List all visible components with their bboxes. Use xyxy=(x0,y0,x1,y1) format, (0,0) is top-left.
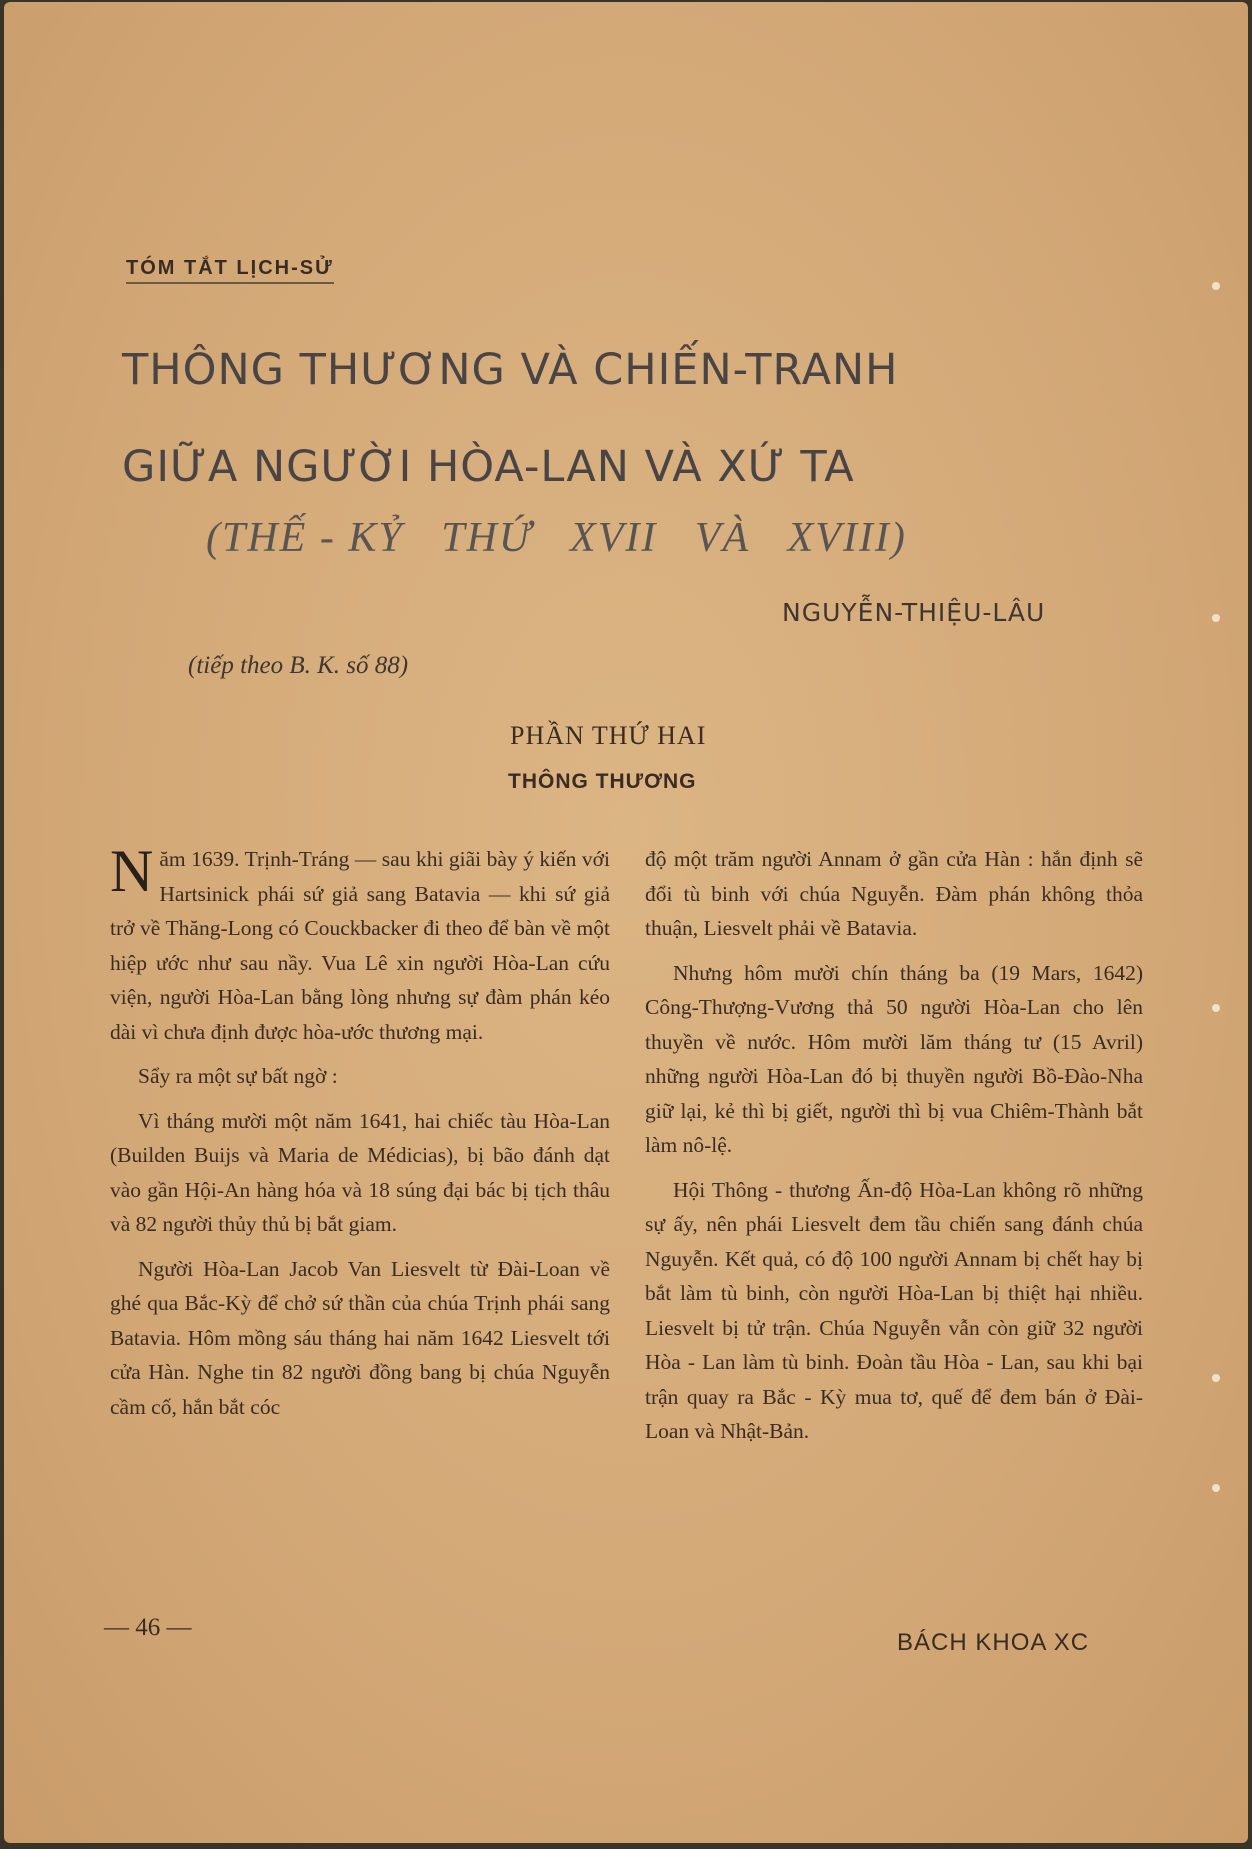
paragraph: Vì tháng mười một năm 1641, hai chiếc tàu Hòa-Lan (Builden Buijs và Maria de Médicias), bị bão đánh dạt vào gần Hội-An hàng hóa và 18 súng đại bác bị tịch thâu và 82 người thủy thủ bị bắt giam. xyxy=(110,1108,610,1236)
binding-hole xyxy=(1212,1484,1220,1492)
binding-hole xyxy=(1212,1374,1220,1382)
paragraph xyxy=(110,838,610,1049)
drop-cap: N xyxy=(110,838,154,904)
binding-hole xyxy=(1212,1004,1220,1012)
part-subheading: THÔNG THƯƠNG xyxy=(508,770,697,793)
part-heading: PHẦN THỨ HAI xyxy=(510,721,707,750)
author: NGUYỄN-THIỆU-LÂU xyxy=(782,598,1046,627)
article-title-line-2: GIỮA NGƯỜI HÒA-LAN VÀ XỨ TA xyxy=(122,442,855,492)
paragraph-text: ăm 1639. Trịnh-Tráng — sau khi giãi bày ý kiến với Hartsinick phái sứ giả sang Batavia — khi sứ giả trở về Thăng-Long có Couckbacker đi theo để bàn về một hiệp ước như sau nầy. Vua Lê xin người Hòa-Lan cứu viện, người Hòa-Lan bằng lòng nhưng sự đàm phán kéo dài vì chưa định được hòa-ước thương mại. xyxy=(110,847,610,1044)
document-page xyxy=(4,2,1248,1843)
paragraph: độ một trăm người Annam ở gần cửa Hàn : hắn định sẽ đổi tù binh với chúa Nguyễn. Đàm phán không thỏa thuận, Liesvelt phải về Batavia. xyxy=(645,847,1143,940)
journal-name: BÁCH KHOA XC xyxy=(897,1629,1090,1656)
paragraph: Sẩy ra một sự bất ngờ : xyxy=(138,1064,338,1088)
binding-hole xyxy=(1212,614,1220,622)
paragraph: Nhưng hôm mười chín tháng ba (19 Mars, 1642) Công-Thượng-Vương thả 50 người Hòa-Lan cho lên thuyền về nước. Hôm mười lăm tháng tư (15 Avril) những người Hòa-Lan đó bị thuyền người Bồ-Đào-Nha giữ lại, kẻ thì bị giết, người thì bị vua Chiêm-Thành bắt làm nô-lệ. xyxy=(645,960,1143,1157)
right-column xyxy=(645,842,1143,1459)
left-column xyxy=(110,838,610,1434)
page-number: — 46 — xyxy=(104,1614,192,1641)
paragraph: Hội Thông - thương Ấn-độ Hòa-Lan không rõ những sự ấy, nên phái Liesvelt đem tầu chiến sang đánh chúa Nguyễn. Kết quả, có độ 100 người Annam bị chết hay bị bắt làm tù binh, còn người Hòa-Lan bị thiệt hại nhiều. Liesvelt bị tử trận. Chúa Nguyễn vẫn còn giữ 32 người Hòa - Lan làm tù binh. Đoàn tầu Hòa - Lan, sau khi bại trận quay ra Bắc - Kỳ mua tơ, quế để đem bán ở Đài-Loan và Nhật-Bản. xyxy=(645,1177,1143,1443)
section-label: TÓM TẮT LỊCH-SỬ xyxy=(126,257,334,284)
binding-hole xyxy=(1212,282,1220,290)
paragraph: Người Hòa-Lan Jacob Van Liesvelt từ Đài-Loan về ghé qua Bắc-Kỳ để chở sứ thần của chúa Trịnh phái sang Batavia. Hôm mồng sáu tháng hai năm 1642 Liesvelt tới cửa Hàn. Nghe tin 82 người đồng bang bị chúa Nguyễn cầm cố, hắn bắt cóc xyxy=(110,1256,610,1419)
continued-note: (tiếp theo B. K. số 88) xyxy=(188,652,409,679)
article-subtitle: (THẾ - KỶ THỨ XVII VÀ XVIII) xyxy=(206,515,907,561)
article-title-line-1: THÔNG THƯƠNG VÀ CHIẾN-TRANH xyxy=(122,345,899,395)
